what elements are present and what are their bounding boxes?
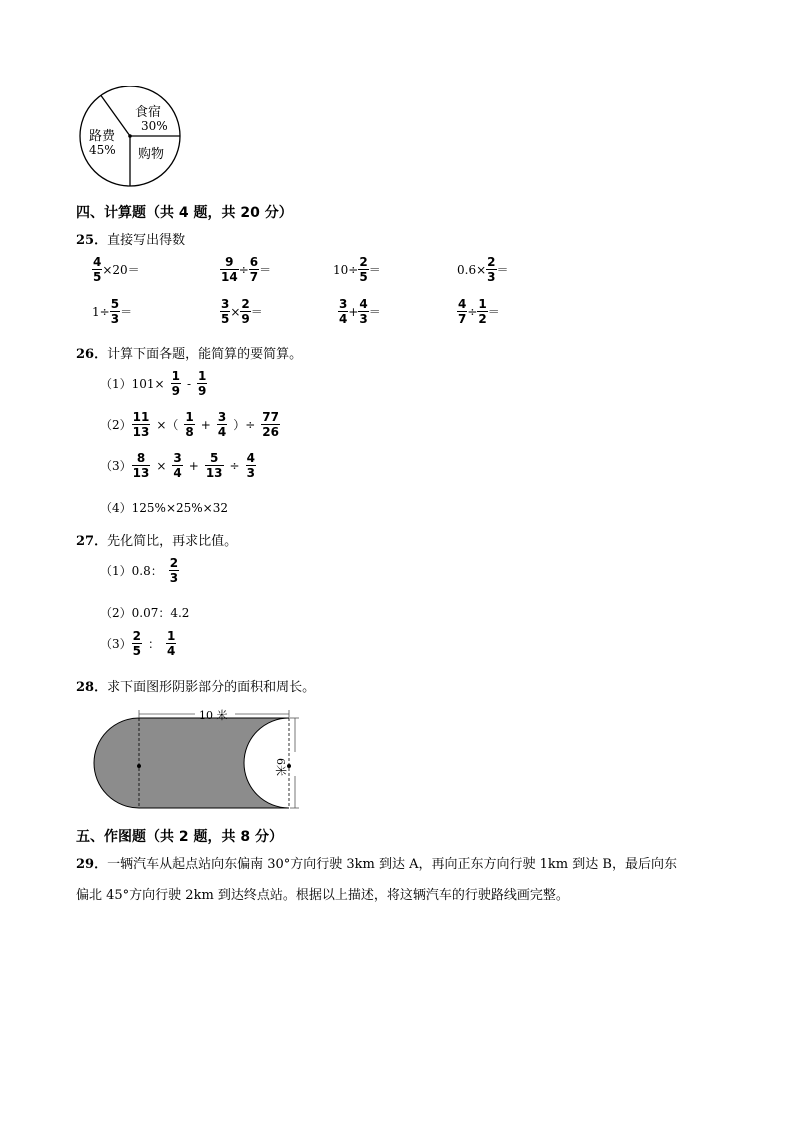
- pie-value-lodging: 30%: [141, 119, 168, 133]
- q25-item-7: $\frac{3}{4}$ + $\frac{4}{3}$ ＝: [339, 297, 381, 326]
- q27-part-1: （1）0.8： $\frac{2}{3}$: [100, 556, 179, 585]
- section4-heading: 四、计算题（共 4 题，共 20 分）: [76, 205, 293, 221]
- q25-item-2: $\frac{9}{14}$ ÷ $\frac{6}{7}$ ＝: [221, 255, 272, 284]
- pie-value-travel: 45%: [89, 143, 116, 157]
- q28-prompt: 28．求下面图形阴影部分的面积和周长。: [76, 680, 316, 695]
- q25-item-4: 0.6× $\frac{2}{3}$ ＝: [457, 255, 509, 284]
- q26-part-1: （1）101× $\frac{1}{9}$ - $\frac{1}{9}$: [100, 369, 207, 398]
- pie-label-shopping: 购物: [138, 147, 165, 162]
- left-center-dot: [137, 764, 141, 768]
- width-label: 10 米: [199, 709, 228, 722]
- height-label: 6米: [274, 758, 287, 776]
- pie-center-dot: [128, 134, 132, 138]
- q25-item-5: 1÷ $\frac{5}{3}$ ＝: [92, 297, 133, 326]
- q26-part-2: （2） $\frac{11}{13}$ ×（ $\frac{1}{8}$ + $\frac{3}{4}$ ）÷ $\frac{77}{26}$: [100, 410, 279, 439]
- q25-item-3: 10÷ $\frac{2}{5}$ ＝: [333, 255, 381, 284]
- q25-prompt: 25．直接写出得数: [76, 233, 186, 248]
- pie-label-lodging: 食宿: [135, 105, 162, 120]
- section5-heading: 五、作图题（共 2 题，共 8 分）: [76, 829, 283, 845]
- q27-part-2: （2）0.07：4.2: [100, 606, 190, 620]
- q27-prompt: 27．先化简比，再求比值。: [76, 534, 238, 549]
- q25-item-6: $\frac{3}{5}$ × $\frac{2}{9}$ ＝: [221, 297, 263, 326]
- shaded-region: [94, 718, 289, 808]
- q25-item-1: $\frac{4}{5}$ ×20＝: [93, 255, 140, 284]
- q26-part-3: （3） $\frac{8}{13}$ × $\frac{3}{4}$ + $\frac{5}{13}$ ÷ $\frac{4}{3}$: [100, 451, 255, 480]
- q26-prompt: 26．计算下面各题，能简算的要简算。: [76, 347, 303, 362]
- q29-line-1: 29．一辆汽车从起点站向东偏南 30°方向行驶 3km 到达 A，再向正东方向行驶 1km 到达 B，最后向东: [76, 857, 677, 872]
- q25-item-8: $\frac{4}{7}$ ÷ $\frac{1}{2}$ ＝: [458, 297, 500, 326]
- pie-label-travel: 路费: [89, 129, 116, 144]
- q27-part-3: （3） $\frac{2}{5}$ ： $\frac{1}{4}$: [100, 629, 176, 658]
- q29-line-2: 偏北 45°方向行驶 2km 到达终点站。根据以上描述，将这辆汽车的行驶路线画完整。: [76, 888, 569, 903]
- q26-part-4: （4）125%×25%×32: [100, 501, 228, 515]
